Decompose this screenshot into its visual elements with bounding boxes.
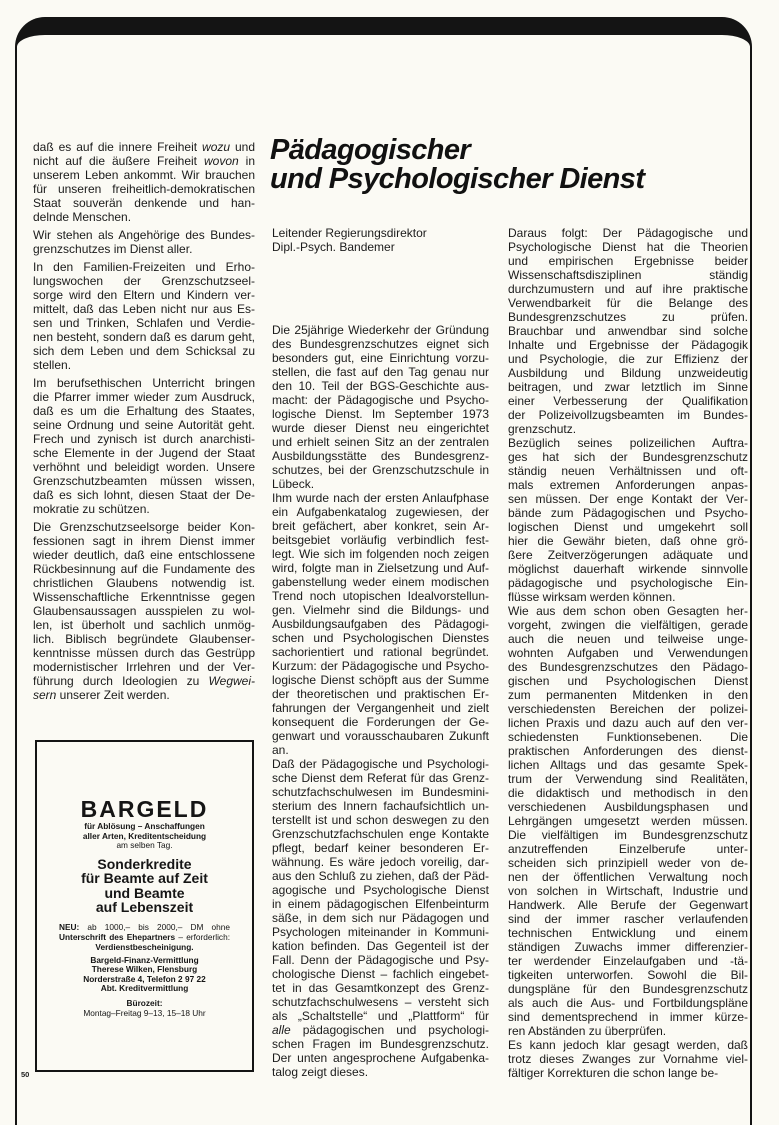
text-line: durchzumustern und auf ihre praktische (508, 282, 748, 296)
text-line: an. (272, 743, 289, 757)
text-line: beitragen, und zwar letztlich im Sinne (508, 380, 748, 394)
text-line: seine Ordnung und seine Autorität geht. (33, 418, 255, 432)
text-line: die didaktisch und methodisch in den (508, 786, 748, 800)
text-line: Die Grenzschutzseelsorge beider Kon- (33, 520, 255, 534)
text-line: hier die Gewähr bieten, daß ohne grö- (508, 534, 748, 548)
text-line: tigkeiten unterworfen. Sowohl die Bil- (508, 968, 748, 982)
ad-owner: Therese Wilken, Flensburg (91, 964, 198, 975)
text-line: Rückbesinnung auf die Fundamente des (33, 562, 255, 576)
text-line: sern unserer Zeit werden. (33, 688, 170, 702)
text-line: sen und Trinken, Schlafen und Verdie- (33, 316, 255, 330)
text-line: der theoretischen und praktischen Er- (272, 687, 489, 701)
text-line: ter werdender Einzelaufgaben und -tä- (508, 954, 748, 968)
text-line: Wissenschaftsdisziplinen ständig (508, 268, 748, 282)
text-line: Staat souverän denkende und han- (33, 196, 255, 210)
text-line: Brauchbar und anwendbar sind solche (508, 324, 748, 338)
text-line: unserem Leben ankommt. Wir brauchen (33, 168, 255, 182)
text-line: logische Dienst. Im September 1973 (272, 407, 489, 421)
text-line: sachorientiert und rational begründet. (272, 645, 489, 659)
ad-neu-text: ab 1000,– bis 2000,– DM ohne (87, 921, 230, 932)
text-line: Verwendbarkeit für die Belange des (508, 296, 748, 310)
italic-text: wovon (203, 154, 239, 168)
text-line: führung durch Ideologien zu Wegwei- (33, 674, 255, 688)
ad-subline-3: am selben Tag. (116, 840, 173, 850)
ad-address (37, 956, 252, 994)
text-line: die Pfarrer immer wieder zum Ausdruck, (33, 390, 255, 404)
text-line: Psychologen miteinander in Kommuni- (272, 925, 489, 939)
text-line: ren Abständen zu überprüfen. (508, 1024, 667, 1038)
text-line: gischen und Psychologischen Dienst (508, 674, 748, 688)
text-line: des Bundesgrenzschutzes eignet sich (272, 337, 489, 351)
text-line: fältiger Korrekturen die schon lange be- (508, 1066, 719, 1080)
text-line: bände zum Pädagogischen und Psycho- (508, 506, 748, 520)
text-line: alle pädagogischen und psychologi- (272, 1023, 489, 1037)
text-line: mokratie zu schützen. (33, 502, 150, 516)
text-line: Inhalte und Ergebnisse der Pädagogik (508, 338, 748, 352)
ad-headline: BARGELD (80, 796, 209, 822)
text-line: ständig neuen Verhältnissen und oft- (508, 464, 748, 478)
text-line: Wissenschaftliche Erkenntnisse gegen (33, 590, 255, 604)
text-line: für unseren freiheitlich-demokratischen (33, 182, 255, 196)
text-line: logische Dienst schöpft aus der Summe (272, 673, 489, 687)
italic-text: Wegwei- (208, 674, 255, 688)
text-line: Die vielfältigen im Bundesgrenzschutz (508, 828, 748, 842)
text-line: grenzschutz. (508, 422, 577, 436)
text-line: Psychologische Dienst hat die Theorien (508, 240, 748, 254)
text-line: Grenzschutzfachschulen enge Kontakte (272, 827, 489, 841)
text-line: technischen Entwicklung und einem (508, 926, 748, 940)
text-line: sorge wird den Eltern und Kindern ver- (33, 288, 255, 302)
text-line: wähnung. Es wäre jedoch voreilig, dar- (272, 855, 489, 869)
text-line: Bundesgrenzschutzes zu prüfen. (508, 310, 748, 324)
text-line: von solchen in Wirtschaft, Industrie und (508, 884, 748, 898)
text-line: den 10. Teil der BGS-Geschichte aus- (272, 379, 489, 393)
text-line: der Polizeivollzugsbeamten im Bundes- (508, 408, 748, 422)
text-line: pädagogische und psychologische Ein- (508, 576, 748, 590)
text-line: talog zeigt dieses. (272, 1065, 369, 1079)
text-line: vorgeht, zwingen die vielfältigen, gerade (508, 618, 748, 632)
text-line: sich dem Leben und dem Schicksal zu (33, 344, 255, 358)
text-line: Ausbildungsstätte des Bundesgrenz- (272, 449, 489, 463)
text-line: schutzfachschulwesens – versteht sich (272, 995, 489, 1009)
page-number: 50 (21, 1070, 30, 1079)
text-line: Im berufsethischen Unterricht bringen (33, 376, 255, 390)
text-line: Grenzschutzbeamten müssen wissen, (33, 474, 255, 488)
text-line: verschiedensten Bereichen der polizei- (508, 702, 748, 716)
ad-conditions (37, 922, 252, 952)
middle-column (272, 323, 489, 1079)
text-line: dungspläne für den Bundesgrenzschutz (508, 982, 748, 996)
text-line: macht: der Pädagogische und Psycho- (272, 393, 489, 407)
text-line: logischen Dienst und umgekehrt soll (508, 520, 748, 534)
text-line: sterium des Innern fachaufsichtlich un- (272, 799, 489, 813)
text-line: Daraus folgt: Der Pädagogische und (508, 226, 748, 240)
right-column (508, 226, 748, 1080)
text-line: ßere Zeitverzögerungen adäquate und (508, 548, 748, 562)
text-line: modernistischer Irrlehren und der Ver- (33, 660, 255, 674)
text-line: und empirischen Ergebnisse beider (508, 254, 748, 268)
text-line: ges hat sich der Bundesgrenzschutz (508, 450, 748, 464)
title-line-1: Pädagogischer (270, 134, 471, 166)
text-line: gen. Vielmehr sind die Bildungs- und (272, 603, 489, 617)
text-line: beitsgebiet vorläufig verbindlich fest- (272, 533, 489, 547)
text-line: grenzschutzes im Dienst aller. (33, 242, 193, 256)
text-line: delnde Menschen. (33, 210, 132, 224)
text-line: nen besteht, sondern daß es darum geht, (33, 330, 255, 344)
bargeld-advertisement (35, 740, 254, 1072)
text-line: agogische und Psychologische Dienst (272, 883, 489, 897)
ad-subline-2: aller Arten, Kreditentscheidung (82, 830, 207, 841)
text-line: wieder deutlich, daß eine entschlossene (33, 548, 255, 562)
text-line: besonders gut, eine Einrichtung vorzu- (272, 351, 489, 365)
text-line: wohnten Aufgaben und Verwendungen (508, 646, 748, 660)
paragraph (33, 520, 255, 702)
text-line: christlichen Glaubens notwendig ist. (33, 576, 255, 590)
author-role: Leitender Regierungsdirektor (272, 226, 427, 240)
paragraph (33, 260, 255, 372)
text-line: Bezüglich seines polizeilichen Auftra- (508, 436, 748, 450)
text-line: aus den Schluß zu ziehen, daß der Päd- (272, 869, 489, 883)
author-name: Dipl.-Psych. Bandemer (272, 240, 395, 254)
text-line: len, ist überholt und sachlich unmög- (33, 618, 255, 632)
text-line: sche Dienst dem Referat für das Grenz- (272, 771, 489, 785)
ad-department: Abt. Kreditvermittlung (100, 983, 189, 994)
paragraph (508, 1038, 748, 1080)
ad-neu-label: NEU: (59, 921, 80, 932)
ad-hours-label: Bürozeit: (126, 997, 163, 1008)
text-line: sen müssen. Der enge Kontakt der Ver- (508, 492, 748, 506)
text-line: Trend noch utopischen Idealvorstellun- (272, 589, 489, 603)
text-line: daß es um die Erhaltung des Staates, (33, 404, 255, 418)
text-line: trotz dieses Zwanges zur Vornahme viel- (508, 1052, 748, 1066)
text-line: sind der immer rascher verlaufenden (508, 912, 748, 926)
text-line: Lübeck. (272, 477, 315, 491)
ad-offer-line-4: auf Lebenszeit (95, 899, 194, 915)
text-line: In den Familien-Freizeiten und Erho- (33, 260, 255, 274)
text-line: Kurzum: der Pädagogische und Psycho- (272, 659, 489, 673)
text-line: kenntnisse müssen durch das Gestrüpp (33, 646, 255, 660)
text-line: schen und Psychologischen Dienstes (272, 631, 489, 645)
text-line: Wir stehen als Angehörige des Bundes- (33, 228, 255, 242)
text-line: konsequent die Forderungen der Ge- (272, 715, 489, 729)
paragraph (272, 491, 489, 757)
text-line: Frech und zynisch ist durch anarchisti- (33, 432, 255, 446)
text-line: gabenstellung weder einem modischen (272, 575, 489, 589)
text-line: lichen Alltags und das gesamte Spek- (508, 758, 748, 772)
text-line: als „Schaltstelle“ und „Plattform“ für (272, 1009, 489, 1023)
text-line: stellen. (33, 358, 72, 372)
paragraph (33, 228, 255, 256)
text-line: daß es sich lohnt, diesen Staat der De- (33, 488, 255, 502)
paragraph (33, 376, 255, 516)
text-line: terstellt ist und schon deswegen zu den (272, 813, 489, 827)
text-line: schiedensten Funktionsebenen. Die (508, 730, 748, 744)
text-line: fessionen sagt in ihrem Dienst immer (33, 534, 255, 548)
text-line: auch die neuen und teilweise unge- (508, 632, 748, 646)
article-title (270, 136, 644, 194)
text-line: scheiden sich prinzipiell weder von de- (508, 856, 748, 870)
text-line: und erhielt seinen Sitz an der zentralen (272, 435, 489, 449)
ad-neu-bold: Unterschrift des Ehepartners (59, 931, 176, 942)
text-line: lungswochen der Grenzschutzseel- (33, 274, 255, 288)
paragraph (272, 323, 489, 491)
text-line: schutzfachschulwesen im Bundesmini- (272, 785, 489, 799)
text-line: Der unten angesprochene Aufgabenka- (272, 1051, 489, 1065)
text-line: legt. Wie sich im folgenden noch zeigen (272, 547, 489, 561)
italic-text: alle (272, 1023, 291, 1037)
italic-text: wozu (202, 140, 231, 154)
italic-text: sern (33, 688, 57, 702)
text-line: einer Verbesserung der Qualifikation (508, 394, 748, 408)
title-line-2: und Psychologischer Dienst (270, 163, 645, 195)
text-line: genwart und vorausschaubaren Zukunft (272, 729, 489, 743)
text-line: Ihm wurde nach der ersten Anlaufphase (272, 491, 489, 505)
text-line: daß es auf die innere Freiheit wozu und (33, 140, 256, 154)
text-line: stellen, die fast auf den Tag genau nur (272, 365, 489, 379)
text-line: Lehrgängen umgesetzt werden müssen. (508, 814, 748, 828)
text-line: schutzes, bei der Grenzschutzschule in (272, 463, 489, 477)
paragraph (33, 140, 255, 224)
text-line: nen der öffentlichen Verwaltung noch (508, 870, 748, 884)
ad-company: Bargeld-Finanz-Vermittlung (90, 954, 199, 965)
text-line: schen Fragen im Bundesgrenzschutz. (272, 1037, 489, 1051)
text-line: breit gefächert, aber konkret, sein Ar- (272, 519, 489, 533)
text-line: wird, folgte man in Zielsetzung und Auf- (272, 561, 489, 575)
text-line: möglichst dauerhaft wirkende sinnvolle (508, 562, 748, 576)
text-line: Ausbildungsaufgaben des Pädagogi- (272, 617, 489, 631)
text-line: chologische Dienst – fachlich eingebet- (272, 967, 489, 981)
paragraph (272, 757, 489, 1079)
text-line: flüsse wirksam werden können. (508, 590, 676, 604)
text-line: sind dementsprechend in immer kürze- (508, 1010, 748, 1024)
author-byline (272, 226, 489, 254)
text-line: sche Elemente in der Jugend der Staat (33, 446, 255, 460)
text-line: mals extremen Anforderungen anpas- (508, 478, 748, 492)
text-line: anzutreffenden Einzelberufe unter- (508, 842, 748, 856)
text-line: pflegt, bedarf keiner besonderen Er- (272, 841, 489, 855)
text-line: in einem pädagogischen Elfenbeinturm (272, 897, 489, 911)
text-line: säße, in dem sich nur Pädagogen und (272, 911, 489, 925)
text-line: kation befinden. Das Gegenteil ist der (272, 939, 489, 953)
text-line: trum der Verwendung sind Realitäten, (508, 772, 748, 786)
text-line: lichen Praxis und dazu auch auf den ver- (508, 716, 748, 730)
ad-neu-bold-2: Verdienstbescheinigung. (95, 941, 194, 952)
text-line: praktischen Anforderungen des dienst- (508, 744, 748, 758)
left-column (33, 140, 255, 702)
text-line: des Bundesgrenzschutzes den Pädago- (508, 660, 748, 674)
text-line: Glaubensaussagen ausspielen zu wol- (33, 604, 255, 618)
text-line: Fall. Denn der Pädagogische und Psy- (272, 953, 489, 967)
ad-subline-1: für Ablösung – Anschaffungen (84, 821, 205, 831)
text-line: verhöhnt und beleidigt worden. Unsere (33, 460, 255, 474)
text-line: verschiedenen Ausbildungsphasen und (508, 800, 748, 814)
text-line: lich. Biblisch begründete Glaubenser- (33, 632, 255, 646)
paragraph (508, 436, 748, 604)
ad-neu-text-2: – erforderlich: (178, 931, 230, 942)
ad-offer (37, 857, 252, 915)
ad-street-phone: Norderstraße 4, Telefon 2 97 22 (83, 973, 206, 984)
text-line: tet in das Gesamtkonzept des Grenz- (272, 981, 489, 995)
text-line: zum permanenten Mitdenken in den (508, 688, 748, 702)
text-line: Die 25jährige Wiederkehr der Gründung (272, 323, 489, 337)
text-line: Wie aus dem schon oben Gesagten her- (508, 604, 748, 618)
text-line: als auch die Aus- und Fortbildungspläne (508, 996, 748, 1010)
paragraph (508, 604, 748, 1038)
text-line: Daß der Pädagogische und Psychologi- (272, 757, 489, 771)
text-line: wurde dieser Dienst neu eingerichtet (272, 421, 489, 435)
text-line: nicht auf die äußere Freiheit wovon in (33, 154, 255, 168)
text-line: ein Aufgabenkatalog zugewiesen, der (272, 505, 489, 519)
text-line: Es kann jedoch klar gesagt werden, daß (508, 1038, 748, 1052)
ad-offer-line-1: Sonderkredite (97, 855, 192, 872)
ad-offer-line-2: für Beamte auf Zeit (81, 870, 208, 886)
text-line: mittelt, daß das Leben nicht nur aus Es- (33, 302, 255, 316)
ad-hours: Montag–Freitag 9–13, 15–18 Uhr (83, 1007, 206, 1018)
text-line: und Psychologie, die zur Effizienz der (508, 352, 748, 366)
text-line: ständigen Zuwachs immer differenzier- (508, 940, 748, 954)
text-line: Handwerk. Alle Berufe der Gegenwart (508, 898, 748, 912)
text-line: Ausbildung und Bildung unzweideutig (508, 366, 748, 380)
paragraph (508, 226, 748, 436)
text-line: fahrungen der Vergangenheit und zielt (272, 701, 489, 715)
ad-offer-line-3: und Beamte (104, 884, 185, 901)
